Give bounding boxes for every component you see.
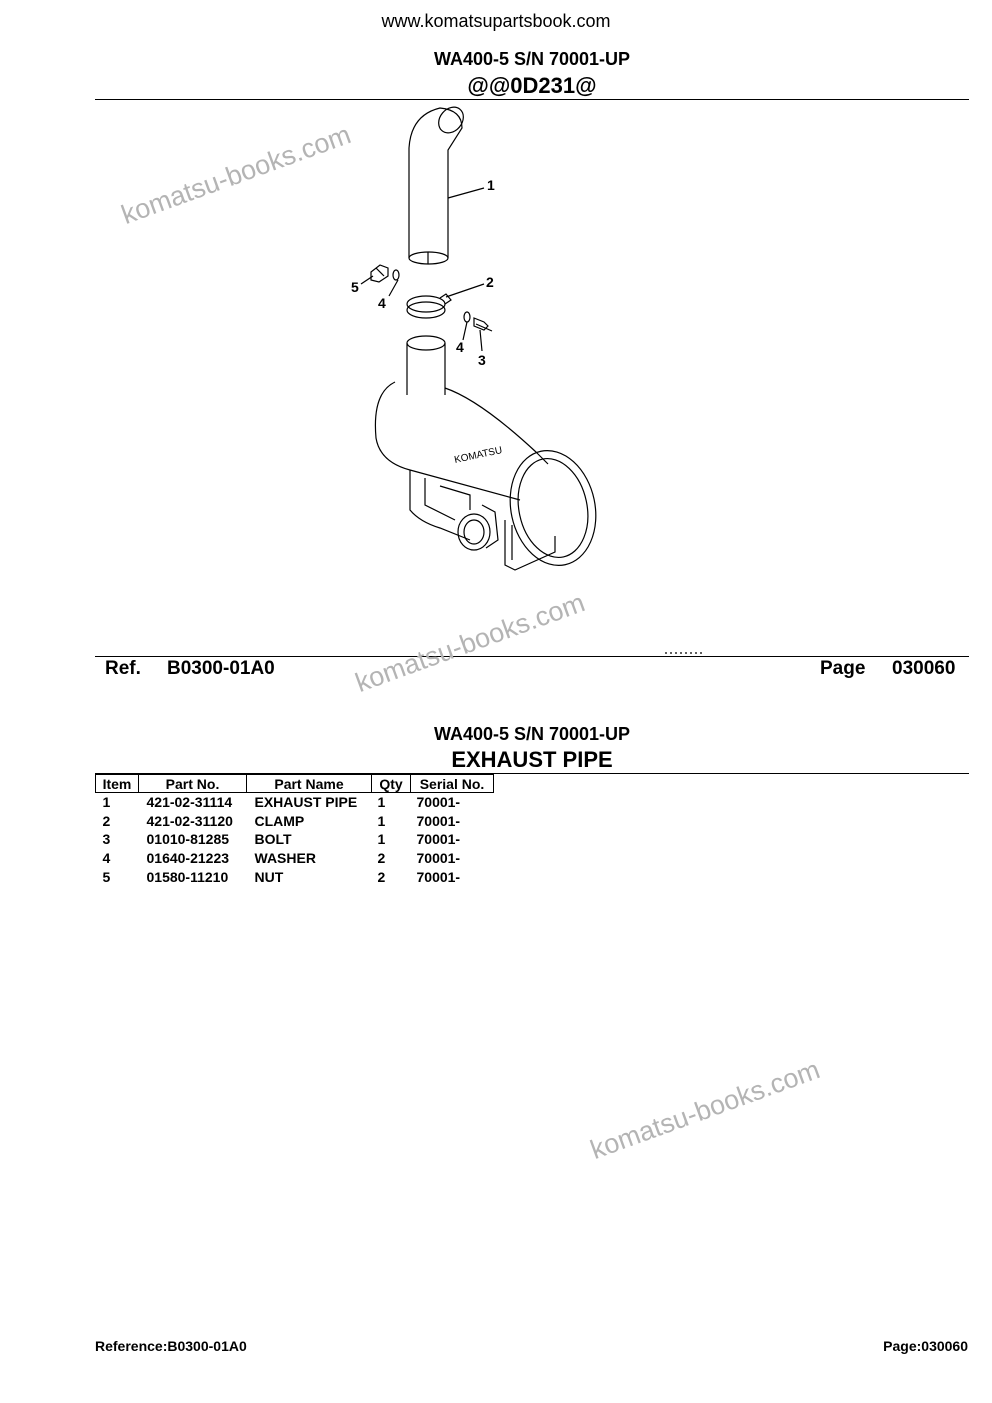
- parts-table: [95, 774, 494, 886]
- exhaust-pipe-illustration: [0, 100, 992, 660]
- serial-cell: 70001-: [416, 850, 461, 867]
- part-no-cell: 01580-11210: [146, 868, 229, 885]
- qty-cell: 2: [377, 850, 386, 867]
- callout-number: 1: [487, 177, 495, 193]
- serial-cell: 70001-: [416, 794, 461, 811]
- watermark-middle: komatsu-books.com: [351, 587, 589, 699]
- qty-cell: 2: [377, 868, 386, 885]
- serial-cell: 70001-: [416, 831, 461, 848]
- callout-leader-4a: [389, 280, 398, 296]
- table-row: [96, 812, 494, 831]
- nut-washer-part: [371, 265, 399, 282]
- part-name-cell: NUT: [254, 868, 284, 885]
- item-cell: 5: [102, 868, 111, 885]
- muffler-assembly: [375, 336, 606, 573]
- page-value: 030060: [892, 658, 956, 679]
- callout-number: 3: [478, 352, 486, 368]
- col-part-name: Part Name: [247, 775, 372, 793]
- callout-leader-2: [446, 284, 484, 297]
- reference-rule: [95, 656, 969, 657]
- part-name-cell: CLAMP: [254, 812, 305, 829]
- footer-reference: Reference:B0300-01A0: [95, 1338, 247, 1354]
- svg-text:KOMATSU: KOMATSU: [453, 445, 504, 466]
- item-cell: 2: [102, 812, 111, 829]
- watermark-bottom: komatsu-books.com: [586, 1054, 824, 1166]
- col-part-no: Part No.: [139, 775, 247, 793]
- table-row: [96, 867, 494, 886]
- footer-page: Page:030060: [883, 1338, 968, 1354]
- model-title: WA400-5 S/N 70001-UP: [433, 49, 631, 69]
- callout-number: 2: [486, 274, 494, 290]
- qty-cell: 1: [377, 794, 386, 811]
- col-item: Item: [96, 775, 139, 793]
- item-cell: 3: [102, 831, 111, 848]
- col-serial-no: Serial No.: [411, 775, 494, 793]
- exhaust-pipe-part: [409, 102, 468, 264]
- callout-number: 5: [351, 279, 359, 295]
- table-row: [96, 830, 494, 849]
- callout-leader-4b: [463, 322, 467, 340]
- ref-value: B0300-01A0: [167, 658, 275, 679]
- qty-cell: 1: [377, 831, 386, 848]
- clamp-part: [407, 294, 451, 318]
- bolt-washer-part: [464, 312, 492, 331]
- illustration-code: @@0D231@: [467, 73, 597, 98]
- part-no-cell: 01010-81285: [146, 831, 230, 848]
- callout-number: 4: [378, 295, 386, 311]
- parts-table-header: [96, 775, 494, 793]
- part-no-cell: 01640-21223: [146, 850, 230, 867]
- page-label: Page: [820, 658, 866, 679]
- part-no-cell: 421-02-31114: [146, 794, 233, 811]
- callout-number: 4: [456, 339, 464, 355]
- watermark-top: komatsu-books.com: [117, 119, 355, 231]
- item-cell: 1: [102, 794, 111, 811]
- callout-leader-3: [480, 330, 482, 351]
- section-model: WA400-5 S/N 70001-UP: [433, 724, 631, 744]
- part-name-cell: EXHAUST PIPE: [254, 794, 358, 811]
- table-row: [96, 793, 494, 812]
- part-no-cell: 421-02-31120: [146, 812, 233, 829]
- col-qty: Qty: [372, 775, 411, 793]
- item-cell: 4: [102, 850, 111, 867]
- part-name-cell: WASHER: [254, 850, 316, 867]
- callout-leader-1: [448, 188, 484, 198]
- section-title: EXHAUST PIPE: [451, 747, 613, 772]
- serial-cell: 70001-: [416, 812, 461, 829]
- site-url: www.komatsupartsbook.com: [381, 11, 611, 31]
- serial-cell: 70001-: [416, 868, 461, 885]
- ref-label: Ref.: [105, 658, 141, 679]
- part-name-cell: BOLT: [254, 831, 292, 848]
- qty-cell: 1: [377, 812, 386, 829]
- table-row: [96, 849, 494, 868]
